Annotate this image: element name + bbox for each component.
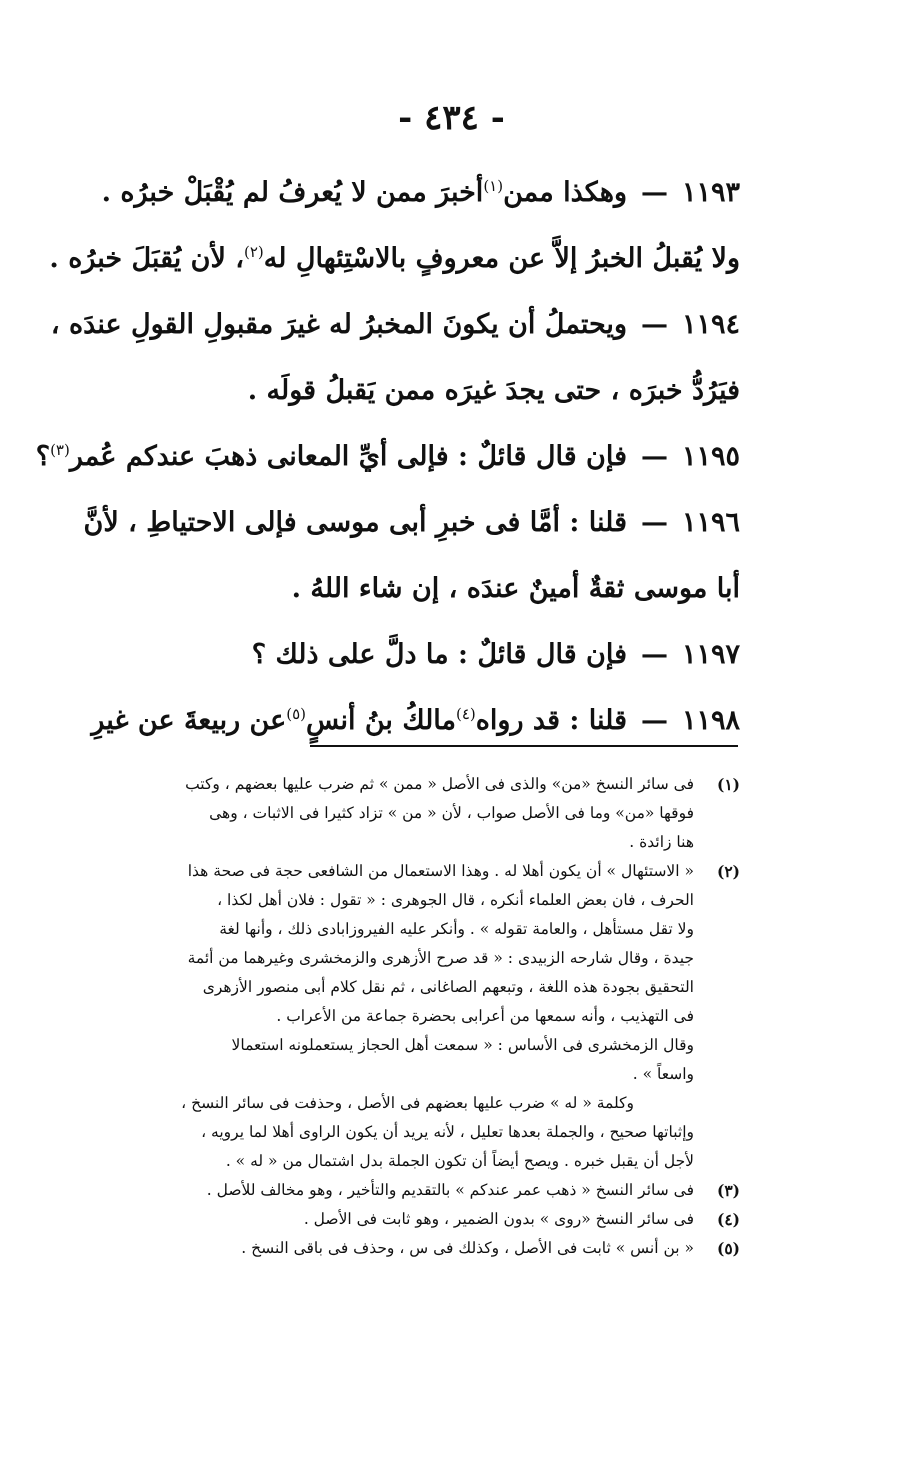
- footnote-line: وكلمة « له » ضرب عليها بعضهم فى الأصل ، وحذفت فى سائر النسخ ،: [181, 1094, 634, 1112]
- footnote-ref[interactable]: (٤): [456, 705, 476, 723]
- footnote-body: « بن أنس » ثابت فى الأصل ، وكذلك فى س ، وحذف فى باقى النسخ .: [241, 1239, 694, 1257]
- line-text: أبا موسى ثقةٌ أمينٌ عندَه ، إن شاء اللهُ .: [291, 573, 740, 604]
- footnote-body: [100, 770, 694, 857]
- paragraph-number: ١١٩٤: [681, 309, 740, 340]
- footnote-label: (١): [716, 775, 740, 794]
- text-line: [100, 160, 740, 226]
- text-line: [50, 292, 740, 358]
- line-text: قلنا : أمَّا فى خبرِ أبى موسى فإلى الاحتياطِ ، لأنَّ: [83, 507, 627, 538]
- line-text: وهكذا ممن: [503, 177, 627, 208]
- footnote-4: [100, 1205, 740, 1234]
- line-text: قلنا : قد رواه: [475, 705, 627, 736]
- footnote-5: [100, 1234, 740, 1263]
- line-text: أخبرَ ممن لا يُعرفُ لم يُقْبَلْ خبرُه .: [101, 177, 484, 208]
- dash: —: [640, 705, 668, 736]
- footnote-line: فى سائر النسخ «من» والذى فى الأصل « ممن » ثم ضرب عليها بعضهم ، وكتب: [185, 775, 694, 793]
- paragraph-number: ١١٩٦: [681, 507, 740, 538]
- footnote-2-paragraph: [100, 1031, 740, 1089]
- footnote-body: [100, 857, 694, 1031]
- footnote-label: (٥): [716, 1239, 740, 1258]
- footnote-2: [100, 857, 740, 1031]
- paragraph-number: ١١٩٣: [681, 177, 740, 208]
- dash: —: [640, 441, 668, 472]
- footnote-line: وإثباتها صحيح ، والجملة بعدها تعليل ، لأنه يريد أن يكون الراوى أهلا لما يرويه ،: [201, 1123, 694, 1141]
- dash: —: [640, 309, 668, 340]
- page-number: - ٤٣٤ -: [398, 98, 505, 138]
- text-line: [35, 424, 740, 490]
- footnote-line: فى التهذيب ، وأنه سمعها من أعرابى بحضرة جماعة من الأعراب .: [276, 1007, 694, 1025]
- footnote-body: فى سائر النسخ «روى » بدون الضمير ، وهو ثابت فى الأصل .: [303, 1210, 694, 1228]
- footnote-line: هنا زائدة .: [629, 833, 694, 851]
- footnote-line: لأجل أن يقبل خبره . ويصح أيضاً أن تكون الجملة بدل اشتمال من « له » .: [225, 1152, 694, 1170]
- footnote-body: فى سائر النسخ « ذهب عمر عندكم » بالتقديم والتأخير ، وهو مخالف للأصل .: [206, 1181, 694, 1199]
- paragraph-number: ١١٩٨: [681, 705, 740, 736]
- dash: —: [640, 177, 668, 208]
- main-text: [35, 160, 740, 754]
- line-text: مالكُ بنُ أنسٍ: [306, 705, 456, 736]
- footnote-separator: [310, 745, 738, 747]
- footnote-ref[interactable]: (٢): [243, 243, 264, 261]
- text-line: [100, 622, 740, 688]
- dash: —: [640, 507, 668, 538]
- footnote-line: الحرف ، فان بعض العلماء أنكره ، قال الجوهرى : « تقول : فلان أهل لكذا ،: [217, 891, 694, 909]
- footnote-line: « الاستئهال » أن يكون أهلا له . وهذا الاستعمال من الشافعى حجة فى صحة هذا: [187, 862, 694, 880]
- footnote-line: جيدة ، وقال شارحه الزبيدى : « قد صرح الأزهرى والزمخشرى وغيرهما من أئمة: [187, 949, 694, 967]
- footnote-line: وقال الزمخشرى فى الأساس : « سمعت أهل الحجاز يستعملونه استعمالا: [231, 1036, 694, 1054]
- footnote-ref[interactable]: (٣): [50, 441, 70, 459]
- footnote-label: (٢): [716, 862, 740, 881]
- footnote-line: التحقيق بجودة هذه اللغة ، وتبعهم الصاغانى ، ثم نقل كلام أبى منصور الأزهرى: [202, 978, 694, 996]
- footnote-label: (٤): [716, 1210, 740, 1229]
- line-text: ويحتملُ أن يكونَ المخبرُ له غيرَ مقبولِ القولِ عندَه ،: [50, 309, 627, 340]
- line-text: عن ربيعةَ عن غيرِ: [91, 705, 287, 736]
- line-text: فإن قال قائلٌ : ما دلَّ على ذلك ؟: [251, 639, 627, 670]
- footnote-line: فوقها «من» وما فى الأصل صواب ، لأن « من » تزاد كثيرا فى الاثبات ، وهى: [209, 804, 694, 822]
- text-line: [100, 556, 740, 622]
- footnote-3: [100, 1176, 740, 1205]
- footnote-2-paragraph: [100, 1089, 740, 1176]
- text-line: [49, 226, 740, 292]
- text-line: [83, 490, 740, 556]
- footnote-1: [100, 770, 740, 857]
- paragraph-number: ١١٩٥: [681, 441, 740, 472]
- line-text: ، لأن يُقبَلَ خبرُه .: [49, 243, 244, 274]
- line-text: ولا يُقبلُ الخبرُ إلاَّ عن معروفٍ بالاسْتِئهالِ له: [263, 243, 740, 274]
- footnote-ref[interactable]: (١): [483, 177, 504, 195]
- footnote-label: (٣): [716, 1181, 740, 1200]
- line-text: فإن قال قائلٌ : فإلى أيِّ المعانى ذهبَ عندكم عُمر: [69, 441, 627, 472]
- line-text: ؟: [35, 441, 51, 472]
- footnote-ref[interactable]: (٥): [286, 705, 307, 723]
- line-text: فيَرُدُّ خبرَه ، حتى يجدَ غيرَه ممن يَقبلُ قولَه .: [247, 375, 740, 406]
- text-line: [100, 358, 740, 424]
- footnote-line: ولا تقل مستأهل ، والعامة تقوله » . وأنكر عليه الفيروزابادى ذلك ، وأنها لغة: [219, 920, 694, 938]
- dash: —: [640, 639, 668, 670]
- footnote-line: واسعاً » .: [632, 1065, 694, 1083]
- footnotes: [100, 770, 740, 1263]
- paragraph-number: ١١٩٧: [681, 639, 740, 670]
